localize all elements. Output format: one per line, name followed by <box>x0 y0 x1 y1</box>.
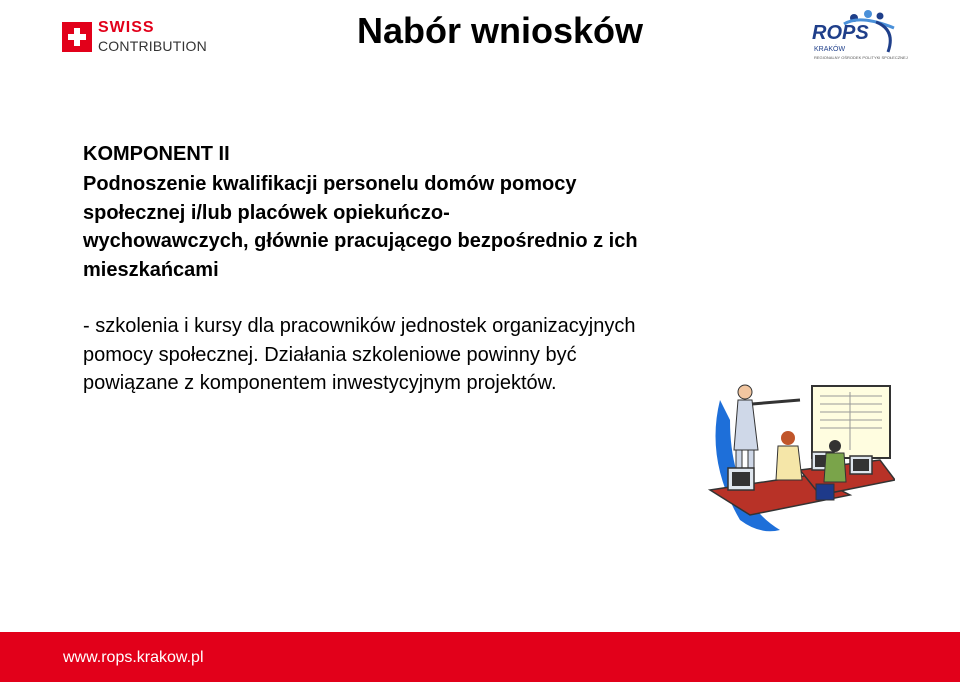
swiss-contribution-logo <box>62 19 212 55</box>
rops-subtitle: REGIONALNY OŚRODEK POLITYKI SPOŁECZNEJ <box>814 55 908 60</box>
component-description <box>83 170 803 284</box>
footer-website-link[interactable]: www.rops.krakow.pl <box>63 649 204 666</box>
body-text <box>83 312 803 398</box>
rops-logo <box>810 8 910 64</box>
description-line: Podnoszenie kwalifikacji personelu domów pomocy <box>83 173 577 195</box>
rops-city: KRAKÓW <box>814 46 846 53</box>
description-line: mieszkańcami <box>83 258 219 281</box>
description-line: wychowawczych, głównie pracującego bezpośrednio z ich <box>83 230 638 252</box>
body-line: powiązane z komponentem inwestycyjnym projektów. <box>83 372 557 394</box>
body-line: pomocy społecznej. Działania szkoleniowe powinny być <box>83 343 577 366</box>
swiss-flag-icon <box>62 22 92 52</box>
rops-name: ROPS <box>812 22 869 44</box>
description-line: społecznej i/lub placówek opiekuńczo- <box>83 201 450 224</box>
body-line: - szkolenia i kursy dla pracowników jednostek organizacyjnych <box>83 315 636 337</box>
swiss-logo-line1: SWISS <box>98 19 155 36</box>
footer-band <box>0 632 960 682</box>
swiss-logo-line2: CONTRIBUTION <box>98 38 207 54</box>
component-heading: KOMPONENT II <box>83 143 230 165</box>
page-title: Nabór wniosków <box>356 10 644 51</box>
classroom-training-icon <box>700 380 895 540</box>
